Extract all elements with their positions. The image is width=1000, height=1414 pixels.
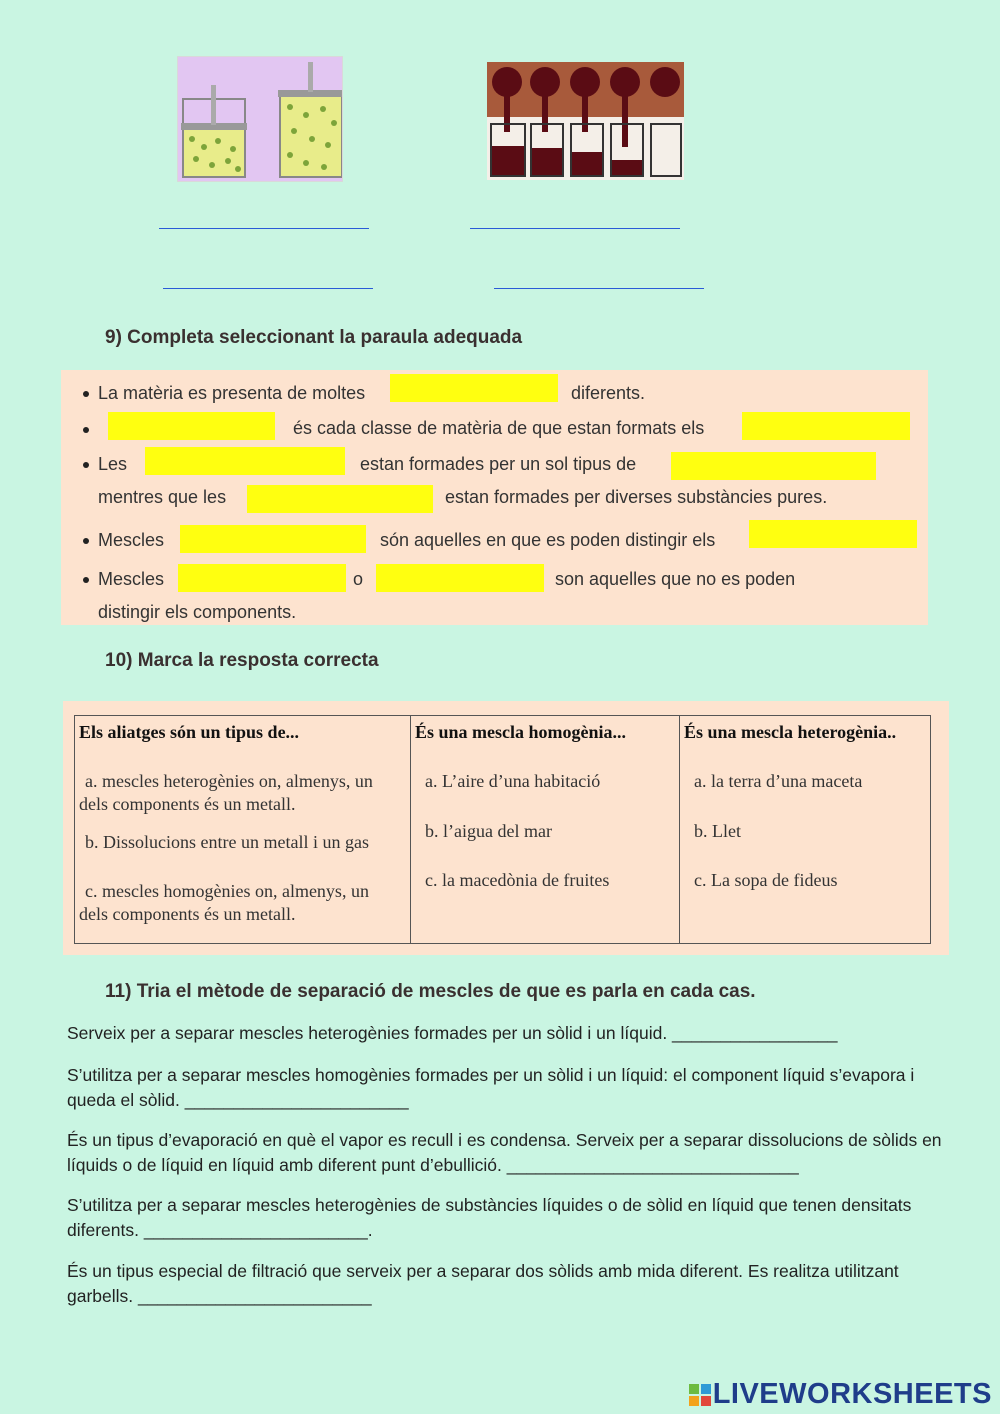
q9-blank-4[interactable] bbox=[145, 447, 345, 475]
option[interactable]: a. L’aire d’una habitació bbox=[425, 771, 601, 791]
q9-text: és cada classe de matèria de que estan formats els bbox=[293, 418, 705, 438]
logo-mark-icon bbox=[689, 1381, 711, 1403]
col2-title: És una mescla homogènia... bbox=[415, 722, 627, 742]
q11-item: S’utilitza per a separar mescles homogènies formades per un sòlid i un líquid: el component líquid s’evapora i queda el sòlid. _______________________ bbox=[67, 1065, 915, 1110]
q9-blank-10[interactable] bbox=[376, 564, 544, 592]
q9-text: són aquelles en que es poden distingir els bbox=[380, 530, 716, 550]
q9-text: estan formades per un sol tipus de bbox=[360, 454, 637, 474]
option-cont: dels components és un metall. bbox=[79, 794, 296, 814]
q9-text: o bbox=[353, 569, 364, 589]
q10-heading: 10) Marca la resposta correcta bbox=[105, 650, 379, 671]
q9-blank-2[interactable] bbox=[108, 412, 275, 440]
q9-text: distingir els components. bbox=[98, 602, 297, 622]
beakers-image bbox=[487, 62, 684, 180]
q9-blank-9[interactable] bbox=[178, 564, 346, 592]
option[interactable]: a. la terra d’una maceta bbox=[694, 771, 863, 791]
q10-table bbox=[74, 715, 931, 944]
q9-text: Mescles bbox=[98, 569, 165, 589]
q9-text: estan formades per diverses substàncies pures. bbox=[445, 487, 828, 507]
q11-item: Serveix per a separar mescles heterogènies formades per un sòlid i un líquid. _________________ bbox=[67, 1023, 838, 1043]
q9-blank-1[interactable] bbox=[390, 374, 558, 402]
q9-panel bbox=[61, 370, 928, 625]
option[interactable]: c. La sopa de fideus bbox=[694, 870, 838, 890]
liveworksheets-logo bbox=[689, 1378, 992, 1411]
q9-text: La matèria es presenta de moltes bbox=[98, 383, 366, 403]
q9-text: mentres que les bbox=[98, 487, 227, 507]
q9-text: diferents. bbox=[571, 383, 646, 403]
answer-line[interactable] bbox=[494, 288, 704, 289]
q9-text: Mescles bbox=[98, 530, 165, 550]
q9-blank-7[interactable] bbox=[180, 525, 366, 553]
option[interactable]: a. mescles heterogènies on, almenys, un bbox=[85, 771, 373, 791]
option-cont: dels components és un metall. bbox=[79, 904, 296, 924]
col3-title: És una mescla heterogènia.. bbox=[684, 722, 897, 742]
pistons-image bbox=[177, 56, 343, 182]
q11-item: És un tipus especial de filtració que serveix per a separar dos sòlids amb mida diferent. Es realitza utilitzant garbells. ________________________ bbox=[67, 1261, 899, 1306]
option[interactable]: c. mescles homogènies on, almenys, un bbox=[85, 881, 369, 901]
option[interactable]: b. l’aigua del mar bbox=[425, 821, 552, 841]
answer-line[interactable] bbox=[470, 228, 680, 229]
q9-blank-8[interactable] bbox=[749, 520, 917, 548]
logo-text: LIVEWORKSHEETS bbox=[712, 1378, 992, 1410]
option[interactable]: b. Llet bbox=[694, 821, 741, 841]
q11-heading: 11) Tria el mètode de separació de mescles de que es parla en cada cas. bbox=[105, 981, 756, 1002]
q9-blank-6[interactable] bbox=[247, 485, 433, 513]
q9-heading: 9) Completa seleccionant la paraula adequada bbox=[105, 327, 523, 348]
answer-line[interactable] bbox=[159, 228, 369, 229]
q11-item: S’utilitza per a separar mescles heterogènies de substàncies líquides o de sòlid en líquid que tenen densitats diferents. _______________________. bbox=[67, 1195, 912, 1240]
q11-item: És un tipus d’evaporació en què el vapor es recull i es condensa. Serveix per a separar dissolucions de sòlids en líquids o de líquid en líquid amb diferent punt d’ebullició. ______________________________ bbox=[67, 1130, 942, 1175]
option[interactable]: c. la macedònia de fruites bbox=[425, 870, 610, 890]
option[interactable]: b. Dissolucions entre un metall i un gas bbox=[85, 832, 369, 852]
q9-text: Les bbox=[98, 454, 128, 474]
q9-blank-5[interactable] bbox=[671, 452, 876, 480]
q9-text: son aquelles que no es poden bbox=[555, 569, 796, 589]
answer-line[interactable] bbox=[163, 288, 373, 289]
col1-title: Els aliatges són un tipus de... bbox=[79, 722, 300, 742]
q9-blank-3[interactable] bbox=[742, 412, 910, 440]
